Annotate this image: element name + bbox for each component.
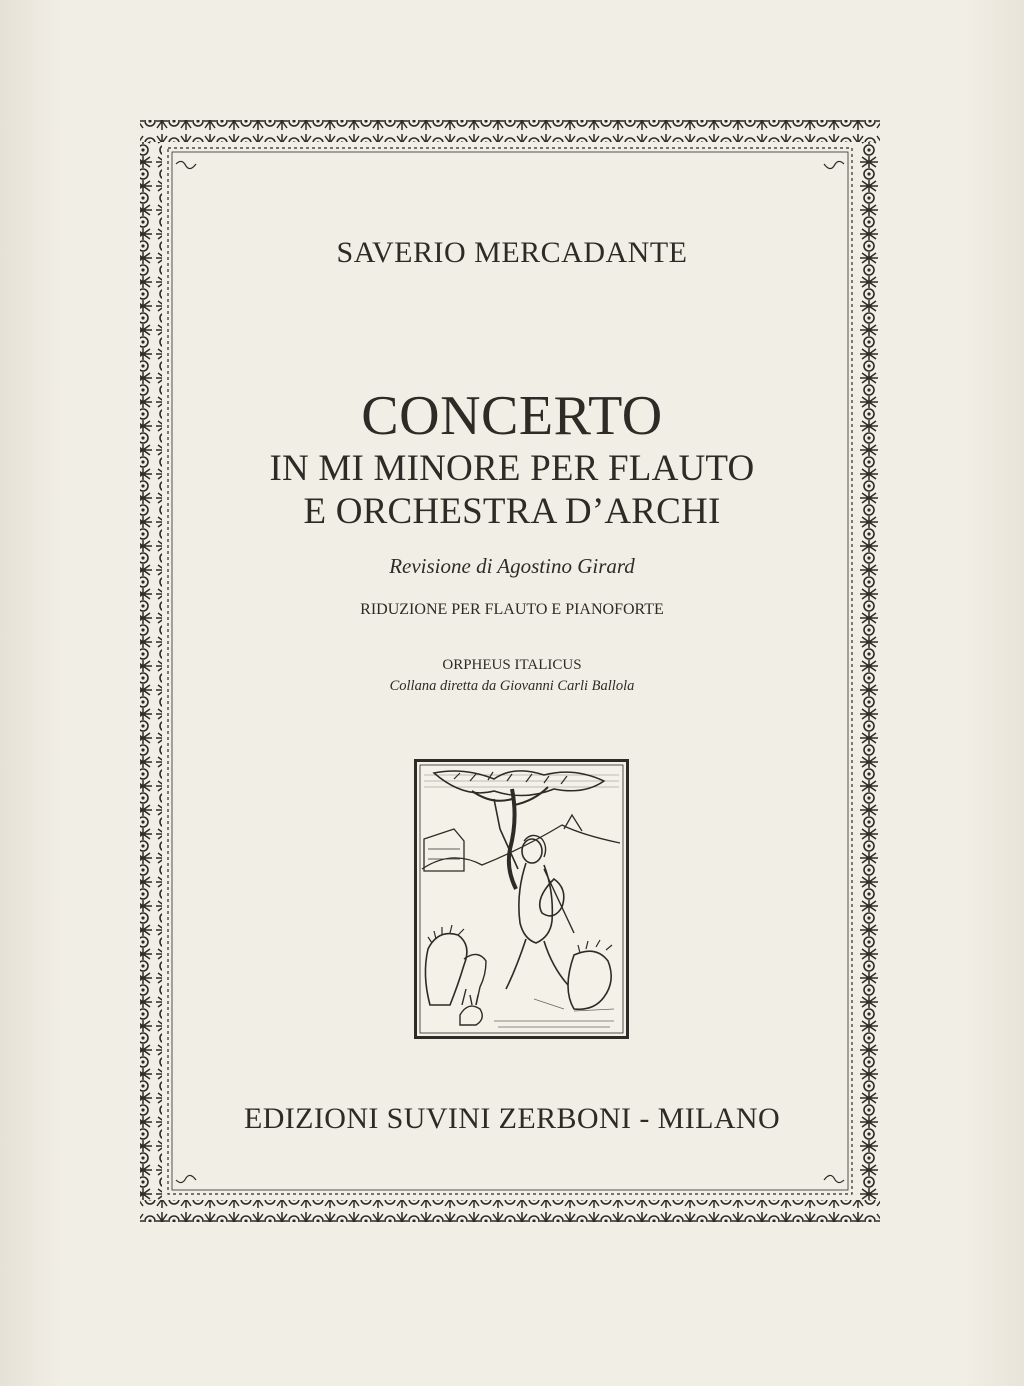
work-subtitle-line1: IN MI MINORE PER FLAUTO <box>269 448 755 489</box>
work-subtitle-line2: E ORCHESTRA D’ARCHI <box>303 491 721 532</box>
composer-name: SAVERIO MERCADANTE <box>336 236 688 269</box>
series-name: ORPHEUS ITALICUS <box>442 657 582 673</box>
series-editor: Collana diretta da Giovanni Carli Ballola <box>389 678 635 694</box>
work-title: CONCERTO <box>361 385 663 447</box>
reduction-note: RIDUZIONE PER FLAUTO E PIANOFORTE <box>360 601 664 618</box>
revision-credit: Revisione di Agostino Girard <box>389 554 635 578</box>
publisher-imprint: EDIZIONI SUVINI ZERBONI - MILANO <box>243 1102 781 1135</box>
woodcut-illustration <box>414 759 629 1039</box>
